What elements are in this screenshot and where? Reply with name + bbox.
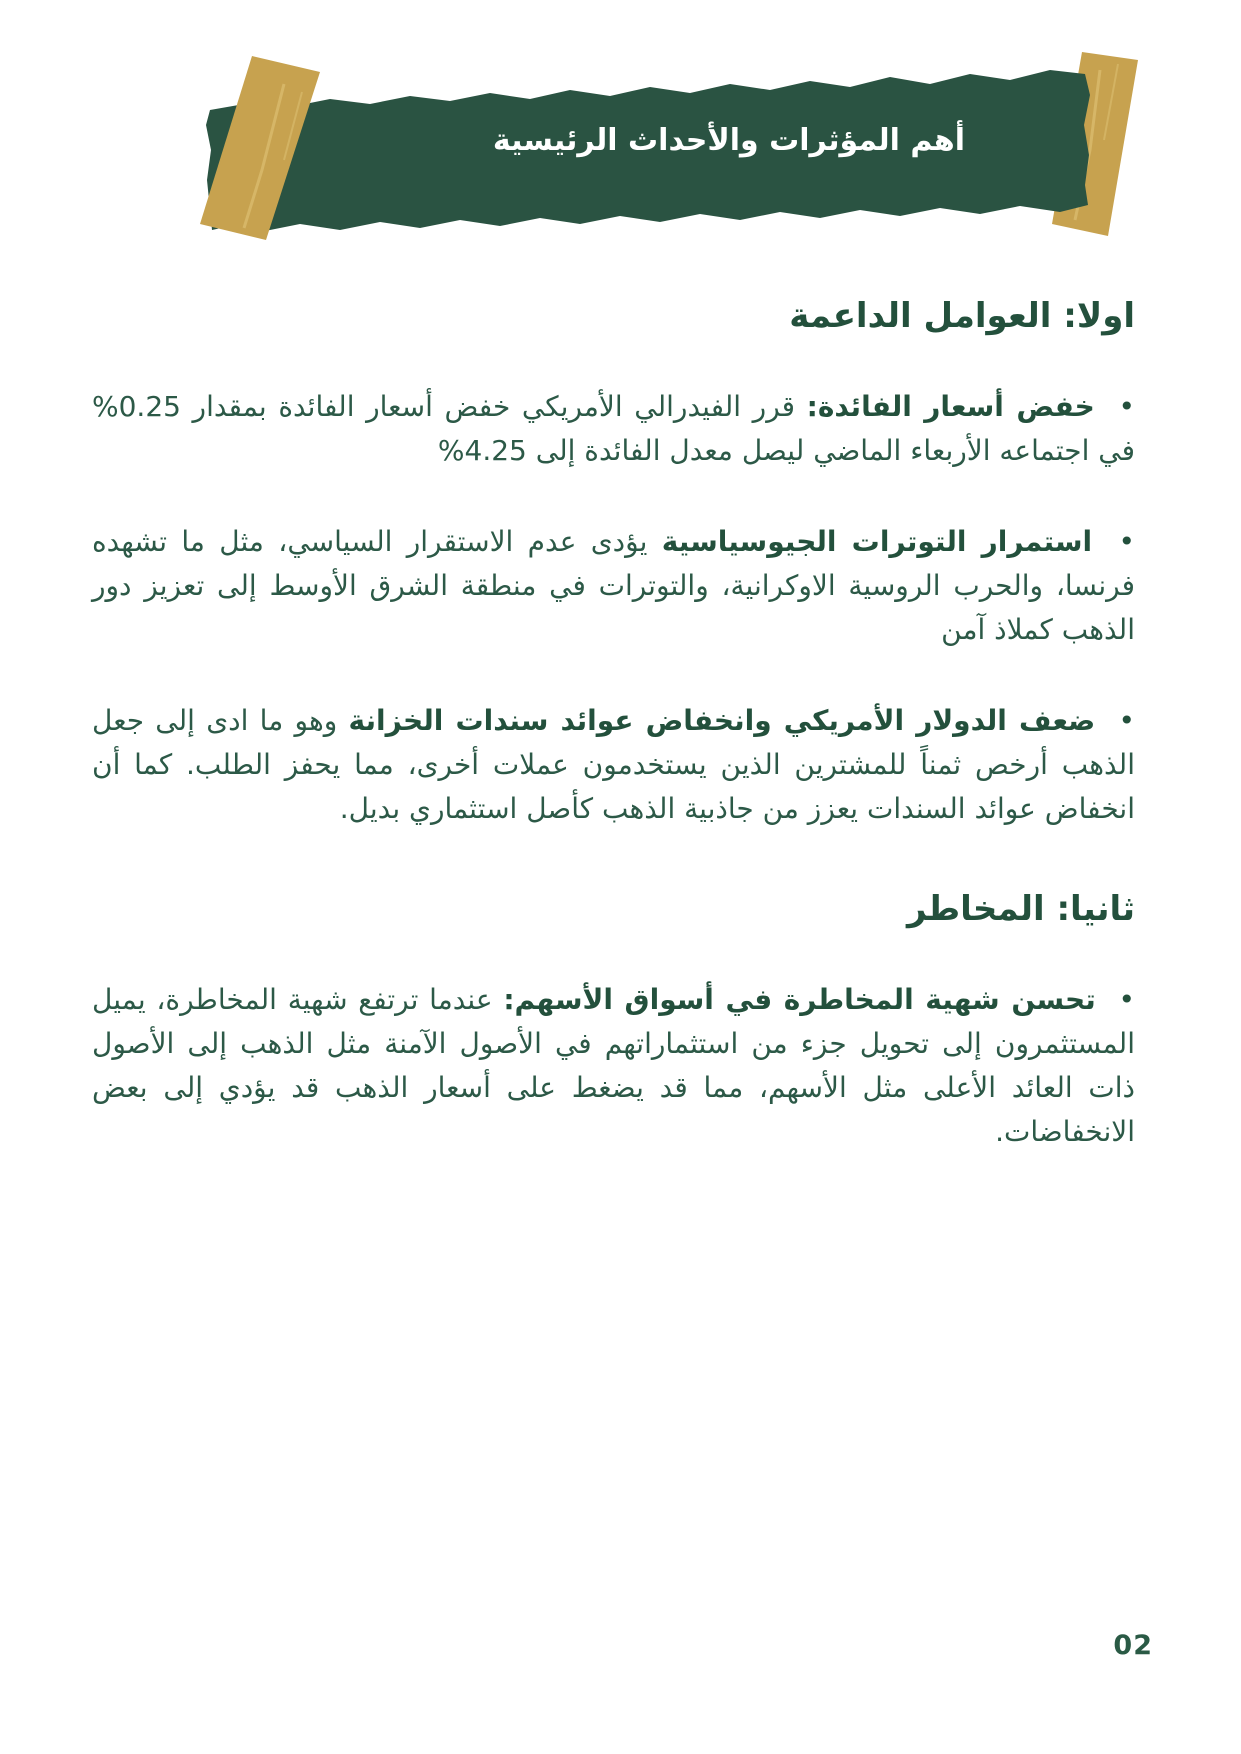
bullet-dot-icon: • bbox=[1118, 983, 1135, 1017]
banner-title: أهم المؤثرات والأحداث الرئيسية bbox=[492, 123, 965, 158]
bullet-item-dollar-weakness bbox=[92, 699, 1135, 831]
bullet-lead: تحسن شهية المخاطرة في أسواق الأسهم: bbox=[503, 983, 1096, 1017]
bullet-item-rate-cut bbox=[92, 385, 1135, 473]
bullet-item-geopolitical bbox=[92, 520, 1135, 652]
bullet-lead: خفض أسعار الفائدة: bbox=[806, 390, 1095, 424]
bullet-dot-icon: • bbox=[1118, 704, 1136, 738]
bullet-dot-icon: • bbox=[1118, 525, 1135, 559]
page-number: 02 bbox=[1113, 1630, 1153, 1661]
content bbox=[0, 294, 1241, 1154]
bullet-lead: استمرار التوترات الجيوسياسية bbox=[661, 525, 1093, 559]
bullet-text: عندما ترتفع شهية المخاطرة، يميل المستثمرون إلى تحويل جزء من استثماراتهم في الأصول الآمنة مثل الذهب إلى الأصول ذات العائد الأعلى مثل الأسهم، مما قد يضغط على أسعار الذهب قد يؤدي إلى بعض الانخفاضات. bbox=[92, 983, 1135, 1149]
bullet-text: قرر الفيدرالي الأمريكي خفض أسعار الفائدة بمقدار 0.25% في اجتماعه الأربعاء الماضي ليصل معدل الفائدة إلى 4.25% bbox=[92, 390, 1135, 468]
bullet-lead: ضعف الدولار الأمريكي وانخفاض عوائد سندات الخزانة bbox=[348, 704, 1096, 738]
bullet-dot-icon: • bbox=[1118, 390, 1135, 424]
header-banner bbox=[0, 0, 1241, 252]
bullet-item-risk-appetite bbox=[92, 978, 1135, 1154]
section-heading-supporting-factors: اولا: العوامل الداعمة bbox=[789, 296, 1135, 336]
bullet-text: وهو ما ادى إلى جعل الذهب أرخص ثمناً للمشترين الذين يستخدمون عملات أخرى، مما يحفز الطلب. كما أن انخفاض عوائد السندات يعزز من جاذبية الذهب كأصل استثماري بديل. bbox=[92, 704, 1135, 826]
bullet-text: يؤدى عدم الاستقرار السياسي، مثل ما تشهده فرنسا، والحرب الروسية الاوكرانية، والتوترات في منطقة الشرق الأوسط إلى تعزيز دور الذهب كملاذ آمن bbox=[92, 525, 1135, 647]
section-heading-risks: ثانيا: المخاطر bbox=[906, 889, 1135, 930]
